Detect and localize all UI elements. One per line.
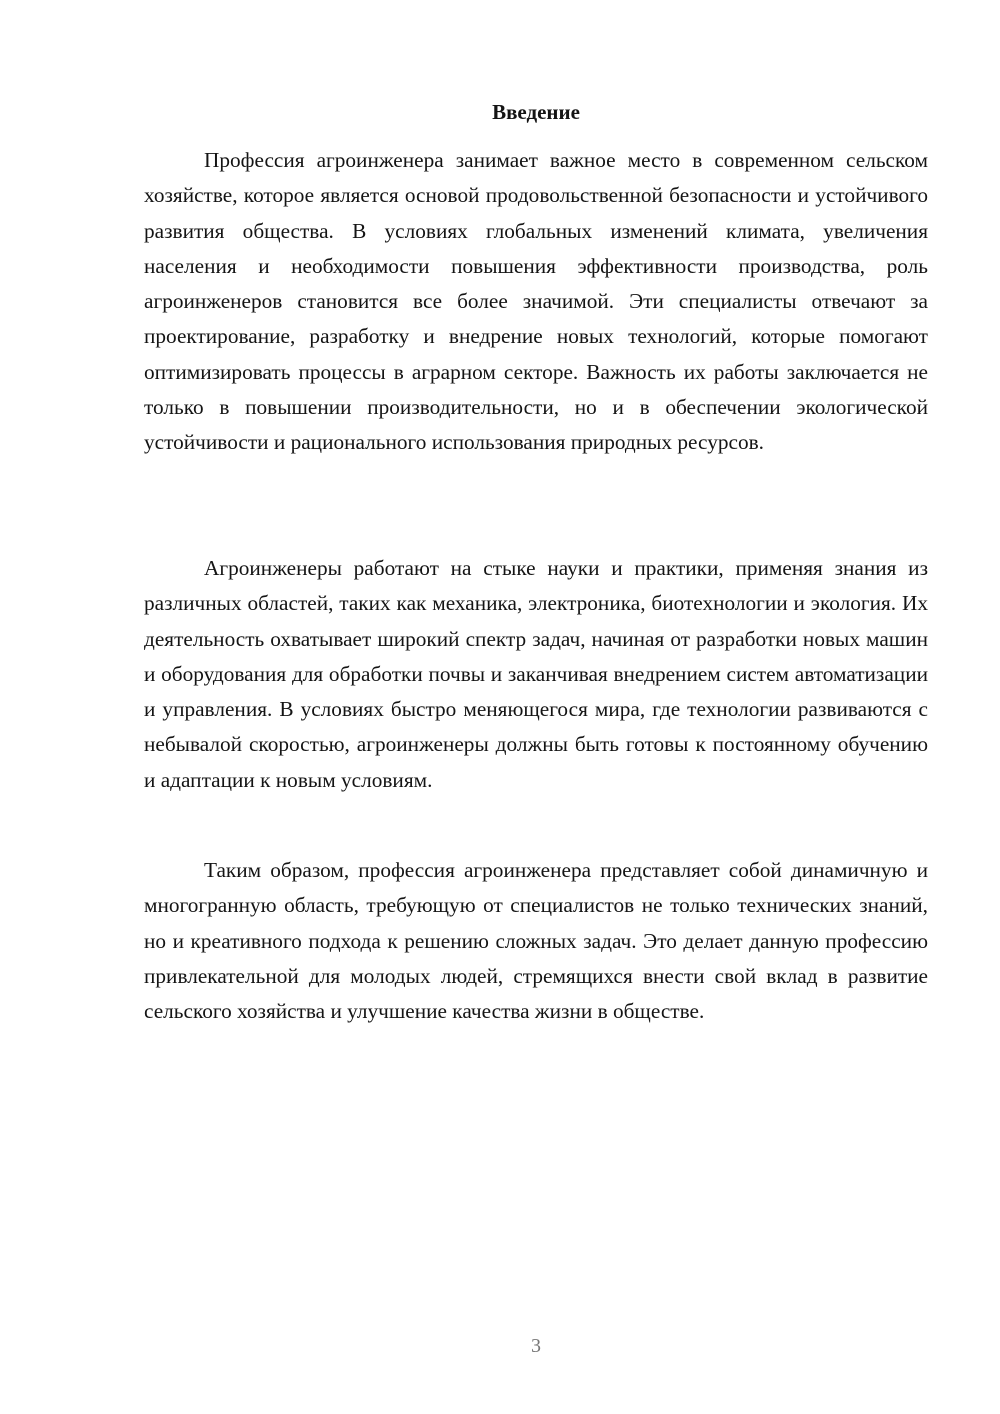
paragraph-2: Агроинженеры работают на стыке науки и практики, применяя знания из различных областей, таких как механика, электроника, биотехнологии и экология. Их деятельность охватывает широкий спектр задач, начиная от разработки новых машин и оборудования для обработки почвы и заканчивая внедрением систем автоматизации и управления. В условиях быстро меняющегося мира, где технологии развиваются с небывалой скоростью, агроинженеры должны быть готовы к постоянному обучению и адаптации к новым условиям. bbox=[144, 556, 928, 792]
paragraph-1: Профессия агроинженера занимает важное место в современном сельском хозяйстве, которое является основой продовольственной безопасности и устойчивого развития общества. В условиях глобальных изменений климата, увеличения населения и необходимости повышения эффективности производства, роль агроинженеров становится все более значимой. Эти специалисты отвечают за проектирование, разработку и внедрение новых технологий, которые помогают оптимизировать процессы в аграрном секторе. Важность их работы заключается не только в повышении производительности, но и в обеспечении экологической устойчивости и рационального использования природных ресурсов. bbox=[144, 148, 928, 455]
paragraph-3: Таким образом, профессия агроинженера представляет собой динамичную и многогранную область, требующую от специалистов не только технических знаний, но и креативного подхода к решению сложных задач. Это делает данную профессию привлекательной для молодых людей, стремящихся внести свой вклад в развитие сельского хозяйства и улучшение качества жизни в обществе. bbox=[144, 858, 928, 1024]
page-number: 3 bbox=[531, 1335, 541, 1357]
document-page bbox=[144, 0, 928, 1414]
section-title: Введение bbox=[492, 100, 580, 124]
